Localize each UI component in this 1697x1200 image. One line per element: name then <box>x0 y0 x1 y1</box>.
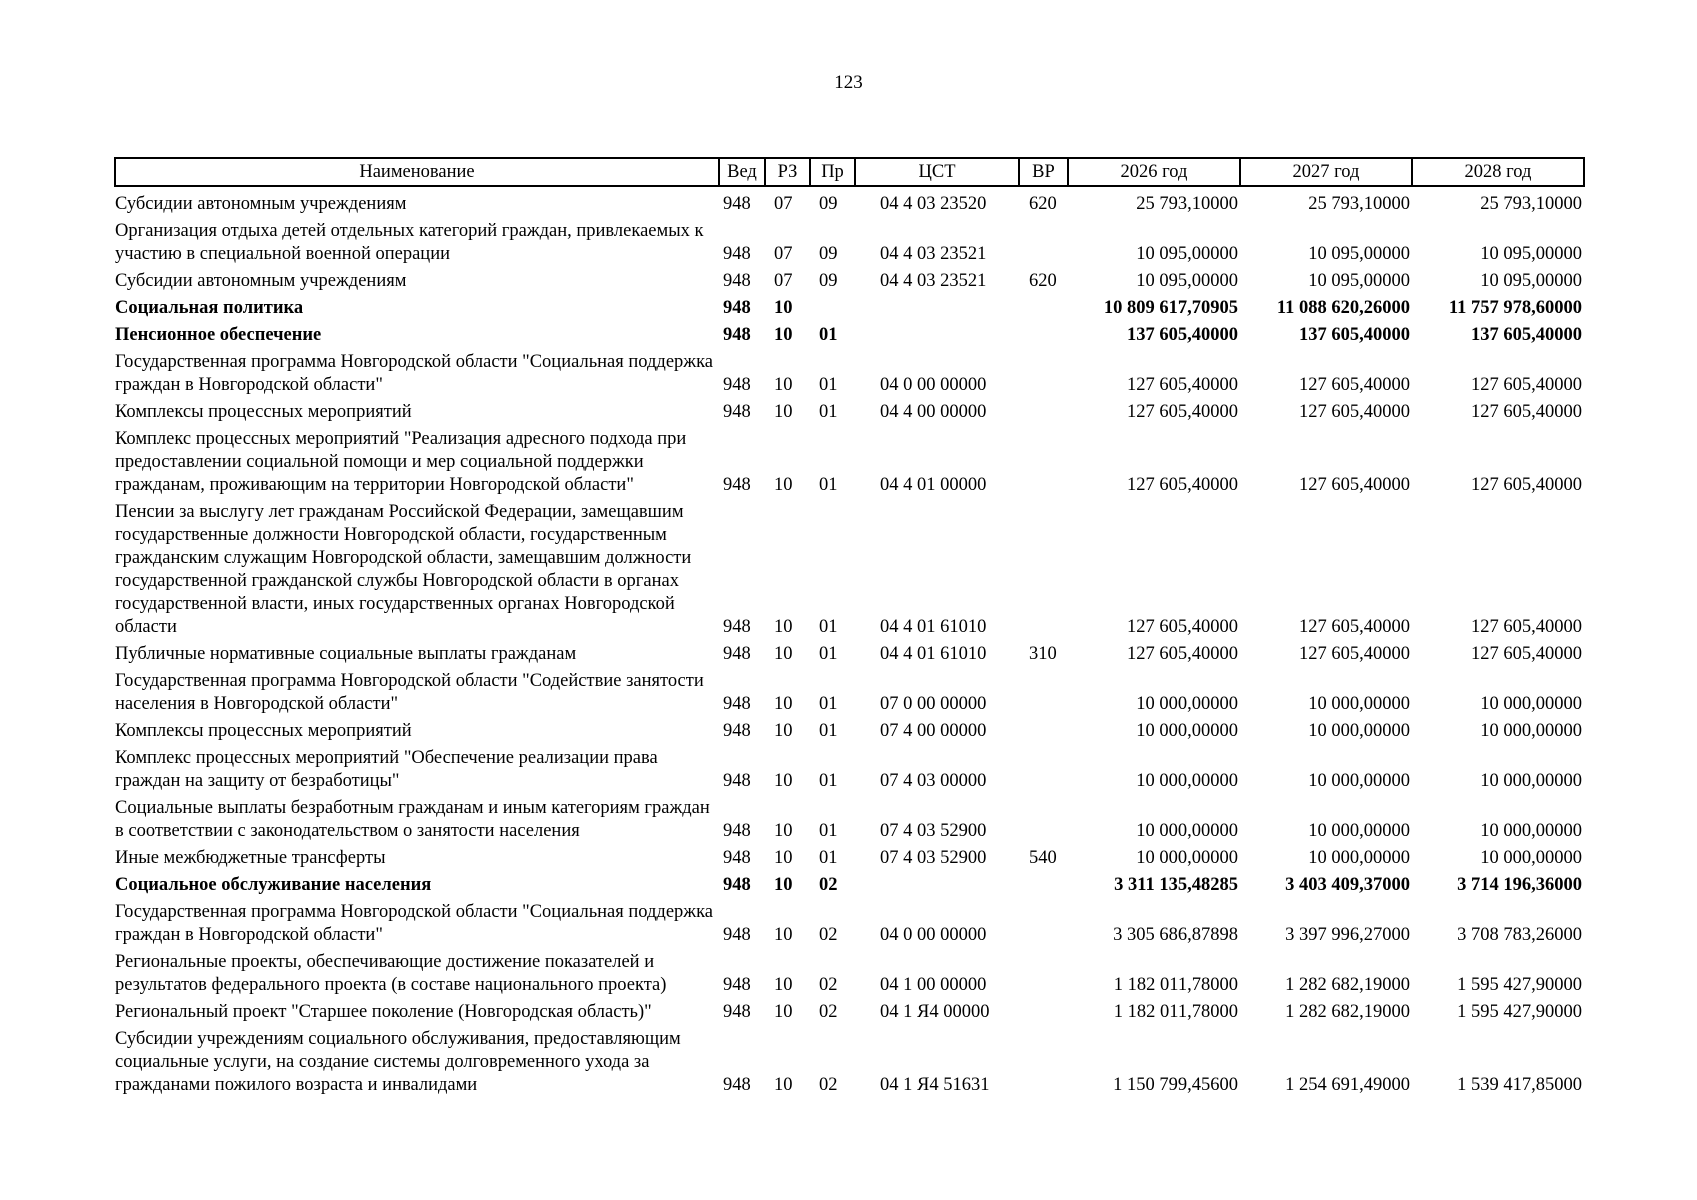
cell-ved: 948 <box>723 694 751 714</box>
cell-y2028: 127 605,40000 <box>1471 375 1582 395</box>
table-row <box>115 351 1584 401</box>
table-row <box>115 428 1584 501</box>
cell-rz: 10 <box>774 875 793 895</box>
table-row <box>115 401 1584 428</box>
cell-ved: 948 <box>723 402 751 422</box>
cell-y2026: 1 182 011,78000 <box>1113 1002 1238 1022</box>
cell-pr: 01 <box>819 402 838 422</box>
cell-cst: 04 0 00 00000 <box>880 925 987 945</box>
cell-cst: 07 4 03 52900 <box>880 821 987 841</box>
cell-y2026: 127 605,40000 <box>1127 475 1238 495</box>
cell-vr <box>1019 797 1068 847</box>
table-row <box>115 747 1584 797</box>
cell-rz: 10 <box>774 475 793 495</box>
table-header <box>115 158 1584 186</box>
cell-rz: 10 <box>774 771 793 791</box>
cell-vr <box>1019 901 1068 951</box>
cell-y2026: 3 305 686,87898 <box>1113 925 1238 945</box>
header-name: Наименование <box>115 158 719 186</box>
cell-rz: 10 <box>774 1075 793 1095</box>
cell-ved: 948 <box>723 244 751 264</box>
cell-cst <box>855 874 1019 901</box>
cell-name: Социальные выплаты безработным гражданам и иным категориям граждан в соответствии с законодательством о занятости населения <box>115 798 710 841</box>
cell-rz: 10 <box>774 298 793 318</box>
cell-y2028: 127 605,40000 <box>1471 402 1582 422</box>
cell-y2027: 3 397 996,27000 <box>1285 925 1410 945</box>
cell-ved: 948 <box>723 848 751 868</box>
cell-pr: 01 <box>819 821 838 841</box>
cell-ved: 948 <box>723 771 751 791</box>
cell-y2026: 10 000,00000 <box>1136 821 1238 841</box>
cell-name: Субсидии учреждениям социального обслуживания, предоставляющим социальные услуги, на создание системы долговременного ухода за гражданами пожилого возраста и инвалидами <box>115 1029 681 1095</box>
cell-y2028: 127 605,40000 <box>1471 644 1582 664</box>
cell-ved: 948 <box>723 975 751 995</box>
cell-y2027: 10 000,00000 <box>1308 771 1410 791</box>
cell-pr: 01 <box>819 771 838 791</box>
cell-ved: 948 <box>723 644 751 664</box>
table-row <box>115 270 1584 297</box>
cell-y2027: 127 605,40000 <box>1299 375 1410 395</box>
cell-y2027: 10 095,00000 <box>1308 244 1410 264</box>
cell-y2028: 10 000,00000 <box>1480 694 1582 714</box>
cell-rz: 07 <box>774 244 793 264</box>
cell-y2027: 10 000,00000 <box>1308 821 1410 841</box>
cell-cst: 07 4 00 00000 <box>880 721 987 741</box>
cell-rz: 07 <box>774 271 793 291</box>
cell-y2028: 137 605,40000 <box>1471 325 1582 345</box>
cell-y2027: 127 605,40000 <box>1299 644 1410 664</box>
cell-rz: 10 <box>774 975 793 995</box>
table-body <box>115 186 1584 1101</box>
cell-name: Государственная программа Новгородской области "Содействие занятости населения в Новгородской области" <box>115 671 704 714</box>
header-vr: ВР <box>1019 158 1068 186</box>
cell-y2028: 3 714 196,36000 <box>1457 875 1582 895</box>
cell-ved: 948 <box>723 194 751 214</box>
cell-y2027: 1 254 691,49000 <box>1285 1075 1410 1095</box>
cell-vr <box>1019 324 1068 351</box>
cell-y2027: 10 000,00000 <box>1308 848 1410 868</box>
cell-y2028: 10 000,00000 <box>1480 821 1582 841</box>
budget-table <box>114 157 1585 1101</box>
cell-cst: 04 4 00 00000 <box>880 402 987 422</box>
cell-y2028: 25 793,10000 <box>1480 194 1582 214</box>
cell-y2026: 10 095,00000 <box>1136 244 1238 264</box>
cell-cst: 04 4 01 61010 <box>880 617 987 637</box>
cell-y2028: 127 605,40000 <box>1471 617 1582 637</box>
cell-ved: 948 <box>723 875 751 895</box>
cell-name: Публичные нормативные социальные выплаты гражданам <box>115 644 577 664</box>
cell-name: Пенсии за выслугу лет гражданам Российской Федерации, замещавшим государственные должности Новгородской области, государственным гражданским служащим Новгородской области, замещавшим должности государственной гражданской службы Новгородской области в органах государственной власти, иных государственных органах Новгородской области <box>115 502 692 637</box>
cell-y2027: 3 403 409,37000 <box>1285 875 1410 895</box>
cell-pr: 02 <box>819 925 838 945</box>
cell-y2027: 127 605,40000 <box>1299 402 1410 422</box>
cell-pr: 09 <box>819 194 838 214</box>
cell-y2028: 1 595 427,90000 <box>1457 975 1582 995</box>
table-row <box>115 720 1584 747</box>
cell-rz: 10 <box>774 721 793 741</box>
cell-cst <box>855 297 1019 324</box>
cell-name: Государственная программа Новгородской области "Социальная поддержка граждан в Новгородской области" <box>115 902 713 945</box>
cell-y2027: 127 605,40000 <box>1299 617 1410 637</box>
cell-pr: 01 <box>819 644 838 664</box>
cell-y2027: 137 605,40000 <box>1299 325 1410 345</box>
cell-vr <box>1019 747 1068 797</box>
cell-vr <box>1019 874 1068 901</box>
cell-y2028: 10 000,00000 <box>1480 848 1582 868</box>
table-row <box>115 220 1584 270</box>
cell-name: Организация отдыха детей отдельных категорий граждан, привлекаемых к участию в специальной военной операции <box>115 221 704 264</box>
table-row <box>115 847 1584 874</box>
cell-y2026: 10 000,00000 <box>1136 721 1238 741</box>
cell-name: Комплексы процессных мероприятий <box>115 402 412 422</box>
cell-ved: 948 <box>723 617 751 637</box>
cell-rz: 10 <box>774 402 793 422</box>
cell-y2028: 11 757 978,60000 <box>1448 298 1582 318</box>
header-2027: 2027 год <box>1240 158 1412 186</box>
cell-rz: 10 <box>774 925 793 945</box>
table-row <box>115 901 1584 951</box>
cell-y2026: 10 095,00000 <box>1136 271 1238 291</box>
cell-ved: 948 <box>723 271 751 291</box>
table-row <box>115 951 1584 1001</box>
table-row <box>115 874 1584 901</box>
cell-name: Субсидии автономным учреждениям <box>115 194 407 214</box>
cell-ved: 948 <box>723 721 751 741</box>
cell-rz: 10 <box>774 644 793 664</box>
cell-vr <box>1019 220 1068 270</box>
cell-cst: 04 4 03 23520 <box>880 194 987 214</box>
cell-y2028: 3 708 783,26000 <box>1457 925 1582 945</box>
cell-ved: 948 <box>723 475 751 495</box>
cell-pr: 01 <box>819 375 838 395</box>
cell-y2026: 127 605,40000 <box>1127 375 1238 395</box>
cell-cst: 04 4 01 61010 <box>880 644 987 664</box>
cell-y2026: 10 000,00000 <box>1136 771 1238 791</box>
cell-rz: 10 <box>774 325 793 345</box>
cell-cst: 04 4 03 23521 <box>880 271 987 291</box>
cell-y2026: 10 000,00000 <box>1136 694 1238 714</box>
cell-name: Социальная политика <box>115 298 304 318</box>
cell-pr: 01 <box>819 475 838 495</box>
cell-pr: 01 <box>819 694 838 714</box>
table-row <box>115 324 1584 351</box>
table-row <box>115 501 1584 643</box>
cell-vr <box>1019 428 1068 501</box>
cell-name: Иные межбюджетные трансферты <box>115 848 386 868</box>
cell-name: Государственная программа Новгородской области "Социальная поддержка граждан в Новгородской области" <box>115 352 713 395</box>
cell-vr <box>1019 1001 1068 1028</box>
cell-cst: 04 1 00 00000 <box>880 975 987 995</box>
cell-vr: 310 <box>1029 644 1057 664</box>
cell-ved: 948 <box>723 298 751 318</box>
cell-y2028: 10 000,00000 <box>1480 771 1582 791</box>
cell-ved: 948 <box>723 1075 751 1095</box>
cell-pr: 02 <box>819 975 838 995</box>
cell-vr <box>1019 951 1068 1001</box>
cell-vr <box>1019 297 1068 324</box>
cell-ved: 948 <box>723 925 751 945</box>
cell-ved: 948 <box>723 375 751 395</box>
cell-y2026: 127 605,40000 <box>1127 617 1238 637</box>
cell-pr: 01 <box>819 848 838 868</box>
cell-y2028: 1 539 417,85000 <box>1457 1075 1582 1095</box>
cell-y2027: 10 000,00000 <box>1308 694 1410 714</box>
table-row <box>115 1028 1584 1101</box>
cell-vr <box>1019 501 1068 643</box>
cell-y2026: 25 793,10000 <box>1136 194 1238 214</box>
header-cst: ЦСТ <box>855 158 1019 186</box>
cell-y2026: 1 182 011,78000 <box>1113 975 1238 995</box>
cell-name: Субсидии автономным учреждениям <box>115 271 407 291</box>
header-rz: РЗ <box>765 158 810 186</box>
cell-y2027: 25 793,10000 <box>1308 194 1410 214</box>
cell-pr: 02 <box>819 875 838 895</box>
cell-cst: 04 0 00 00000 <box>880 375 987 395</box>
cell-y2027: 127 605,40000 <box>1299 475 1410 495</box>
header-pr: Пр <box>810 158 855 186</box>
header-2028: 2028 год <box>1412 158 1584 186</box>
cell-rz: 10 <box>774 1002 793 1022</box>
cell-y2027: 1 282 682,19000 <box>1285 975 1410 995</box>
cell-y2027: 1 282 682,19000 <box>1285 1002 1410 1022</box>
cell-y2026: 127 605,40000 <box>1127 644 1238 664</box>
cell-pr: 02 <box>819 1002 838 1022</box>
table-row <box>115 797 1584 847</box>
table-row <box>115 297 1584 324</box>
cell-rz: 10 <box>774 848 793 868</box>
cell-y2028: 10 095,00000 <box>1480 271 1582 291</box>
cell-rz: 10 <box>774 617 793 637</box>
cell-name: Комплексы процессных мероприятий <box>115 721 412 741</box>
cell-vr: 540 <box>1029 848 1057 868</box>
cell-y2026: 127 605,40000 <box>1127 402 1238 422</box>
cell-pr: 09 <box>819 271 838 291</box>
cell-cst: 04 1 Я4 51631 <box>880 1075 990 1095</box>
cell-rz: 07 <box>774 194 793 214</box>
cell-y2028: 1 595 427,90000 <box>1457 1002 1582 1022</box>
cell-y2026: 10 000,00000 <box>1136 848 1238 868</box>
cell-name: Пенсионное обеспечение <box>115 325 322 345</box>
cell-rz: 10 <box>774 821 793 841</box>
table-row <box>115 670 1584 720</box>
cell-y2028: 127 605,40000 <box>1471 475 1582 495</box>
cell-y2026: 137 605,40000 <box>1127 325 1238 345</box>
cell-name: Комплекс процессных мероприятий "Обеспечение реализации права граждан на защиту от безработицы" <box>115 748 658 791</box>
cell-name: Комплекс процессных мероприятий "Реализация адресного подхода при предоставлении социальной помощи и мер социальной поддержки гражданам, проживающим на территории Новгородской области" <box>115 429 687 495</box>
cell-cst: 04 4 01 00000 <box>880 475 987 495</box>
table-row <box>115 186 1584 220</box>
header-2026: 2026 год <box>1068 158 1240 186</box>
cell-cst: 07 0 00 00000 <box>880 694 987 714</box>
cell-y2026: 10 809 617,70905 <box>1103 298 1238 318</box>
cell-ved: 948 <box>723 325 751 345</box>
cell-cst: 07 4 03 52900 <box>880 848 987 868</box>
cell-pr: 09 <box>819 244 838 264</box>
cell-rz: 10 <box>774 694 793 714</box>
cell-y2027: 10 000,00000 <box>1308 721 1410 741</box>
header-ved: Вед <box>719 158 765 186</box>
cell-pr: 01 <box>819 617 838 637</box>
cell-y2027: 11 088 620,26000 <box>1276 298 1410 318</box>
page-number: 123 <box>834 72 863 93</box>
cell-vr <box>1019 351 1068 401</box>
cell-vr <box>1019 670 1068 720</box>
cell-vr <box>1019 1028 1068 1101</box>
cell-ved: 948 <box>723 821 751 841</box>
cell-pr: 01 <box>819 721 838 741</box>
cell-vr: 620 <box>1029 271 1057 291</box>
cell-pr <box>810 297 855 324</box>
cell-cst <box>855 324 1019 351</box>
cell-name: Региональный проект "Старшее поколение (Новгородская область)" <box>115 1002 652 1022</box>
table-row <box>115 1001 1584 1028</box>
cell-y2027: 10 095,00000 <box>1308 271 1410 291</box>
cell-vr: 620 <box>1029 194 1057 214</box>
cell-vr <box>1019 401 1068 428</box>
cell-y2026: 3 311 135,48285 <box>1114 875 1238 895</box>
cell-cst: 04 1 Я4 00000 <box>880 1002 990 1022</box>
cell-name: Социальное обслуживание населения <box>115 875 432 895</box>
cell-ved: 948 <box>723 1002 751 1022</box>
cell-cst: 07 4 03 00000 <box>880 771 987 791</box>
cell-name: Региональные проекты, обеспечивающие достижение показателей и результатов федерального проекта (в составе национального проекта) <box>115 952 667 995</box>
cell-y2028: 10 000,00000 <box>1480 721 1582 741</box>
cell-cst: 04 4 03 23521 <box>880 244 987 264</box>
cell-pr: 02 <box>819 1075 838 1095</box>
cell-y2026: 1 150 799,45600 <box>1113 1075 1238 1095</box>
cell-vr <box>1019 720 1068 747</box>
cell-pr: 01 <box>819 325 838 345</box>
table-row <box>115 643 1584 670</box>
cell-rz: 10 <box>774 375 793 395</box>
cell-y2028: 10 095,00000 <box>1480 244 1582 264</box>
